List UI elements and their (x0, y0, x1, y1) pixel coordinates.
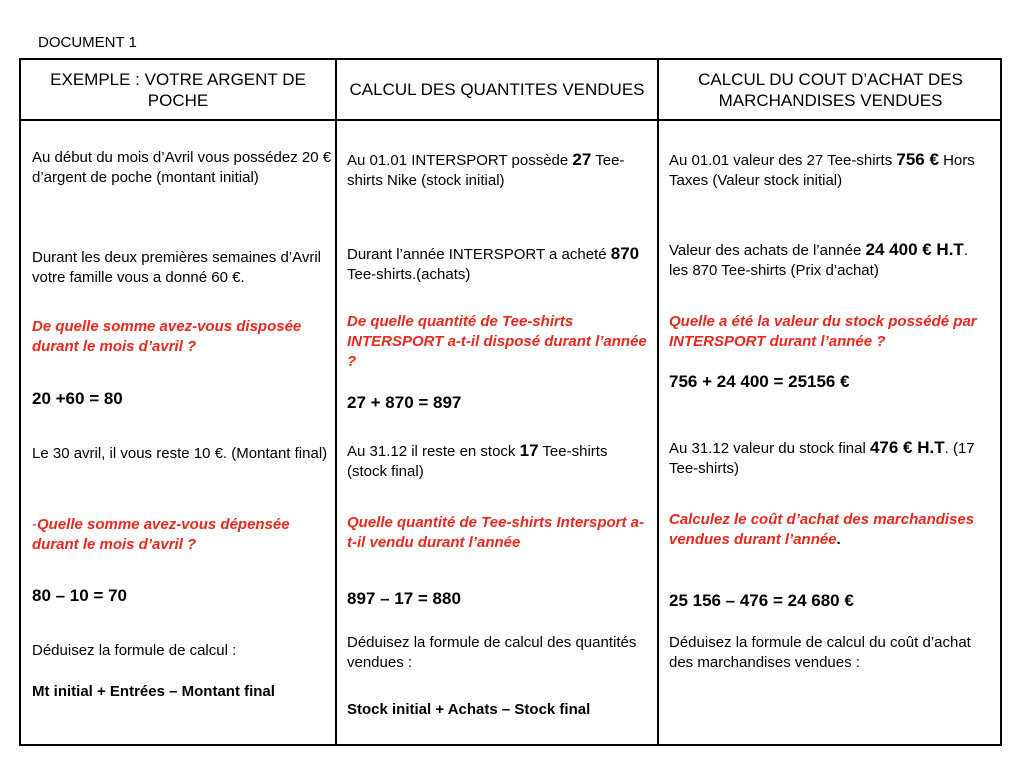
col2-final-stock-text: Au 31.12 il reste en stock (347, 443, 520, 460)
document-label: DOCUMENT 1 (38, 34, 137, 51)
col3-final-stock-tail: . (17 Tee-shirts) (669, 440, 975, 477)
col3-purchases-tail: . les 870 Tee-shirts (Prix d’achat) (669, 242, 968, 279)
header-quantities-sold: CALCUL DES QUANTITES VENDUES (349, 80, 645, 99)
question-dash: - (32, 516, 37, 533)
col3-purchases-text: Valeur des achats de l’année (669, 242, 866, 259)
col2-answer-2: 897 – 17 = 880 (347, 589, 461, 608)
col1-answer-2: 80 – 10 = 70 (32, 586, 128, 605)
col1-formula: Mt initial + Entrées – Montant final (32, 683, 275, 700)
col3-final-stock-text: Au 31.12 valeur du stock final (669, 440, 870, 457)
col3-initial-stock-amount: 756 € (896, 150, 939, 169)
col2-formula: Stock initial + Achats – Stock final (347, 701, 591, 718)
col1-final-amount: Le 30 avril, il vous reste 10 €. (Montant final) (32, 445, 328, 462)
col3-final-stock-amount: 476 € H.T (869, 438, 945, 457)
header-purchase-cost: CALCUL DU COUT D’ACHAT DES MARCHANDISES VENDUES (698, 69, 963, 110)
col3-question-2 (669, 510, 989, 550)
col2-initial-stock-qty: 27 (572, 150, 592, 169)
col2-purchases-text: Durant l’année INTERSPORT a acheté (347, 246, 611, 263)
col3-formula-prompt: Déduisez la formule de calcul du coût d’achat des marchandises vendues : (669, 634, 971, 671)
col2-initial-stock (347, 150, 647, 191)
col1-question-2 (32, 515, 332, 555)
col3-purchases-value (669, 240, 989, 281)
col3-question-2-text: Calculez le coût d’achat des marchandises vendues durant l’année (669, 511, 975, 548)
header-divider (21, 119, 1000, 121)
col1-family-gift: Durant les deux premières semaines d’Avril votre famille vous a donné 60 €. (32, 249, 322, 286)
col2-initial-stock-tail: Tee-shirts Nike (stock initial) (347, 152, 625, 189)
col3-answer-2: 25 156 – 476 = 24 680 € (669, 591, 854, 610)
col1-initial-amount: Au début du mois d’Avril vous possédez 20 € d’argent de poche (montant initial) (32, 149, 332, 186)
col2-final-stock-qty: 17 (519, 441, 539, 460)
header-pocket-money: EXEMPLE : VOTRE ARGENT DE POCHE (50, 69, 306, 110)
col2-purchases-qty: 870 (610, 244, 640, 263)
exercise-table (19, 58, 1002, 746)
col3-purchases-amount: 24 400 € H.T (865, 240, 964, 259)
col2-question-1: De quelle quantité de Tee-shirts INTERSPORT a-t-il disposé durant l’année ? (347, 313, 647, 370)
column-divider-2 (657, 60, 659, 744)
col3-question-1: Quelle a été la valeur du stock possédé par INTERSPORT durant l’année ? (669, 313, 977, 350)
col3-initial-stock-text: Au 01.01 valeur des 27 Tee-shirts (669, 152, 897, 169)
col3-answer-1: 756 + 24 400 = 25156 € (669, 372, 850, 391)
col1-question-1: De quelle somme avez-vous disposée durant le mois d’avril ? (32, 318, 302, 355)
col1-answer-1: 20 +60 = 80 (32, 389, 123, 408)
col2-question-2: Quelle quantité de Tee-shirts Intersport a-t-il vendu durant l’année (347, 514, 644, 551)
col3-initial-stock-tail: Hors Taxes (Valeur stock initial) (669, 152, 975, 189)
col2-final-stock-tail: Tee-shirts (stock final) (347, 443, 608, 480)
col3-final-stock-value (669, 438, 989, 479)
col2-purchases (347, 244, 647, 285)
col1-formula-prompt: Déduisez la formule de calcul : (32, 642, 237, 659)
col3-initial-stock-value (669, 150, 989, 191)
col2-formula-prompt: Déduisez la formule de calcul des quantités vendues : (347, 634, 637, 671)
col2-final-stock (347, 441, 647, 482)
col2-initial-stock-text: Au 01.01 INTERSPORT possède (347, 152, 573, 169)
col1-question-2-text: Quelle somme avez-vous dépensée durant le mois d’avril ? (32, 516, 290, 553)
col2-answer-1: 27 + 870 = 897 (347, 393, 462, 412)
column-divider-1 (335, 60, 337, 744)
col3-question-2-dot: . (836, 531, 841, 548)
col2-purchases-tail: Tee-shirts.(achats) (347, 266, 471, 283)
